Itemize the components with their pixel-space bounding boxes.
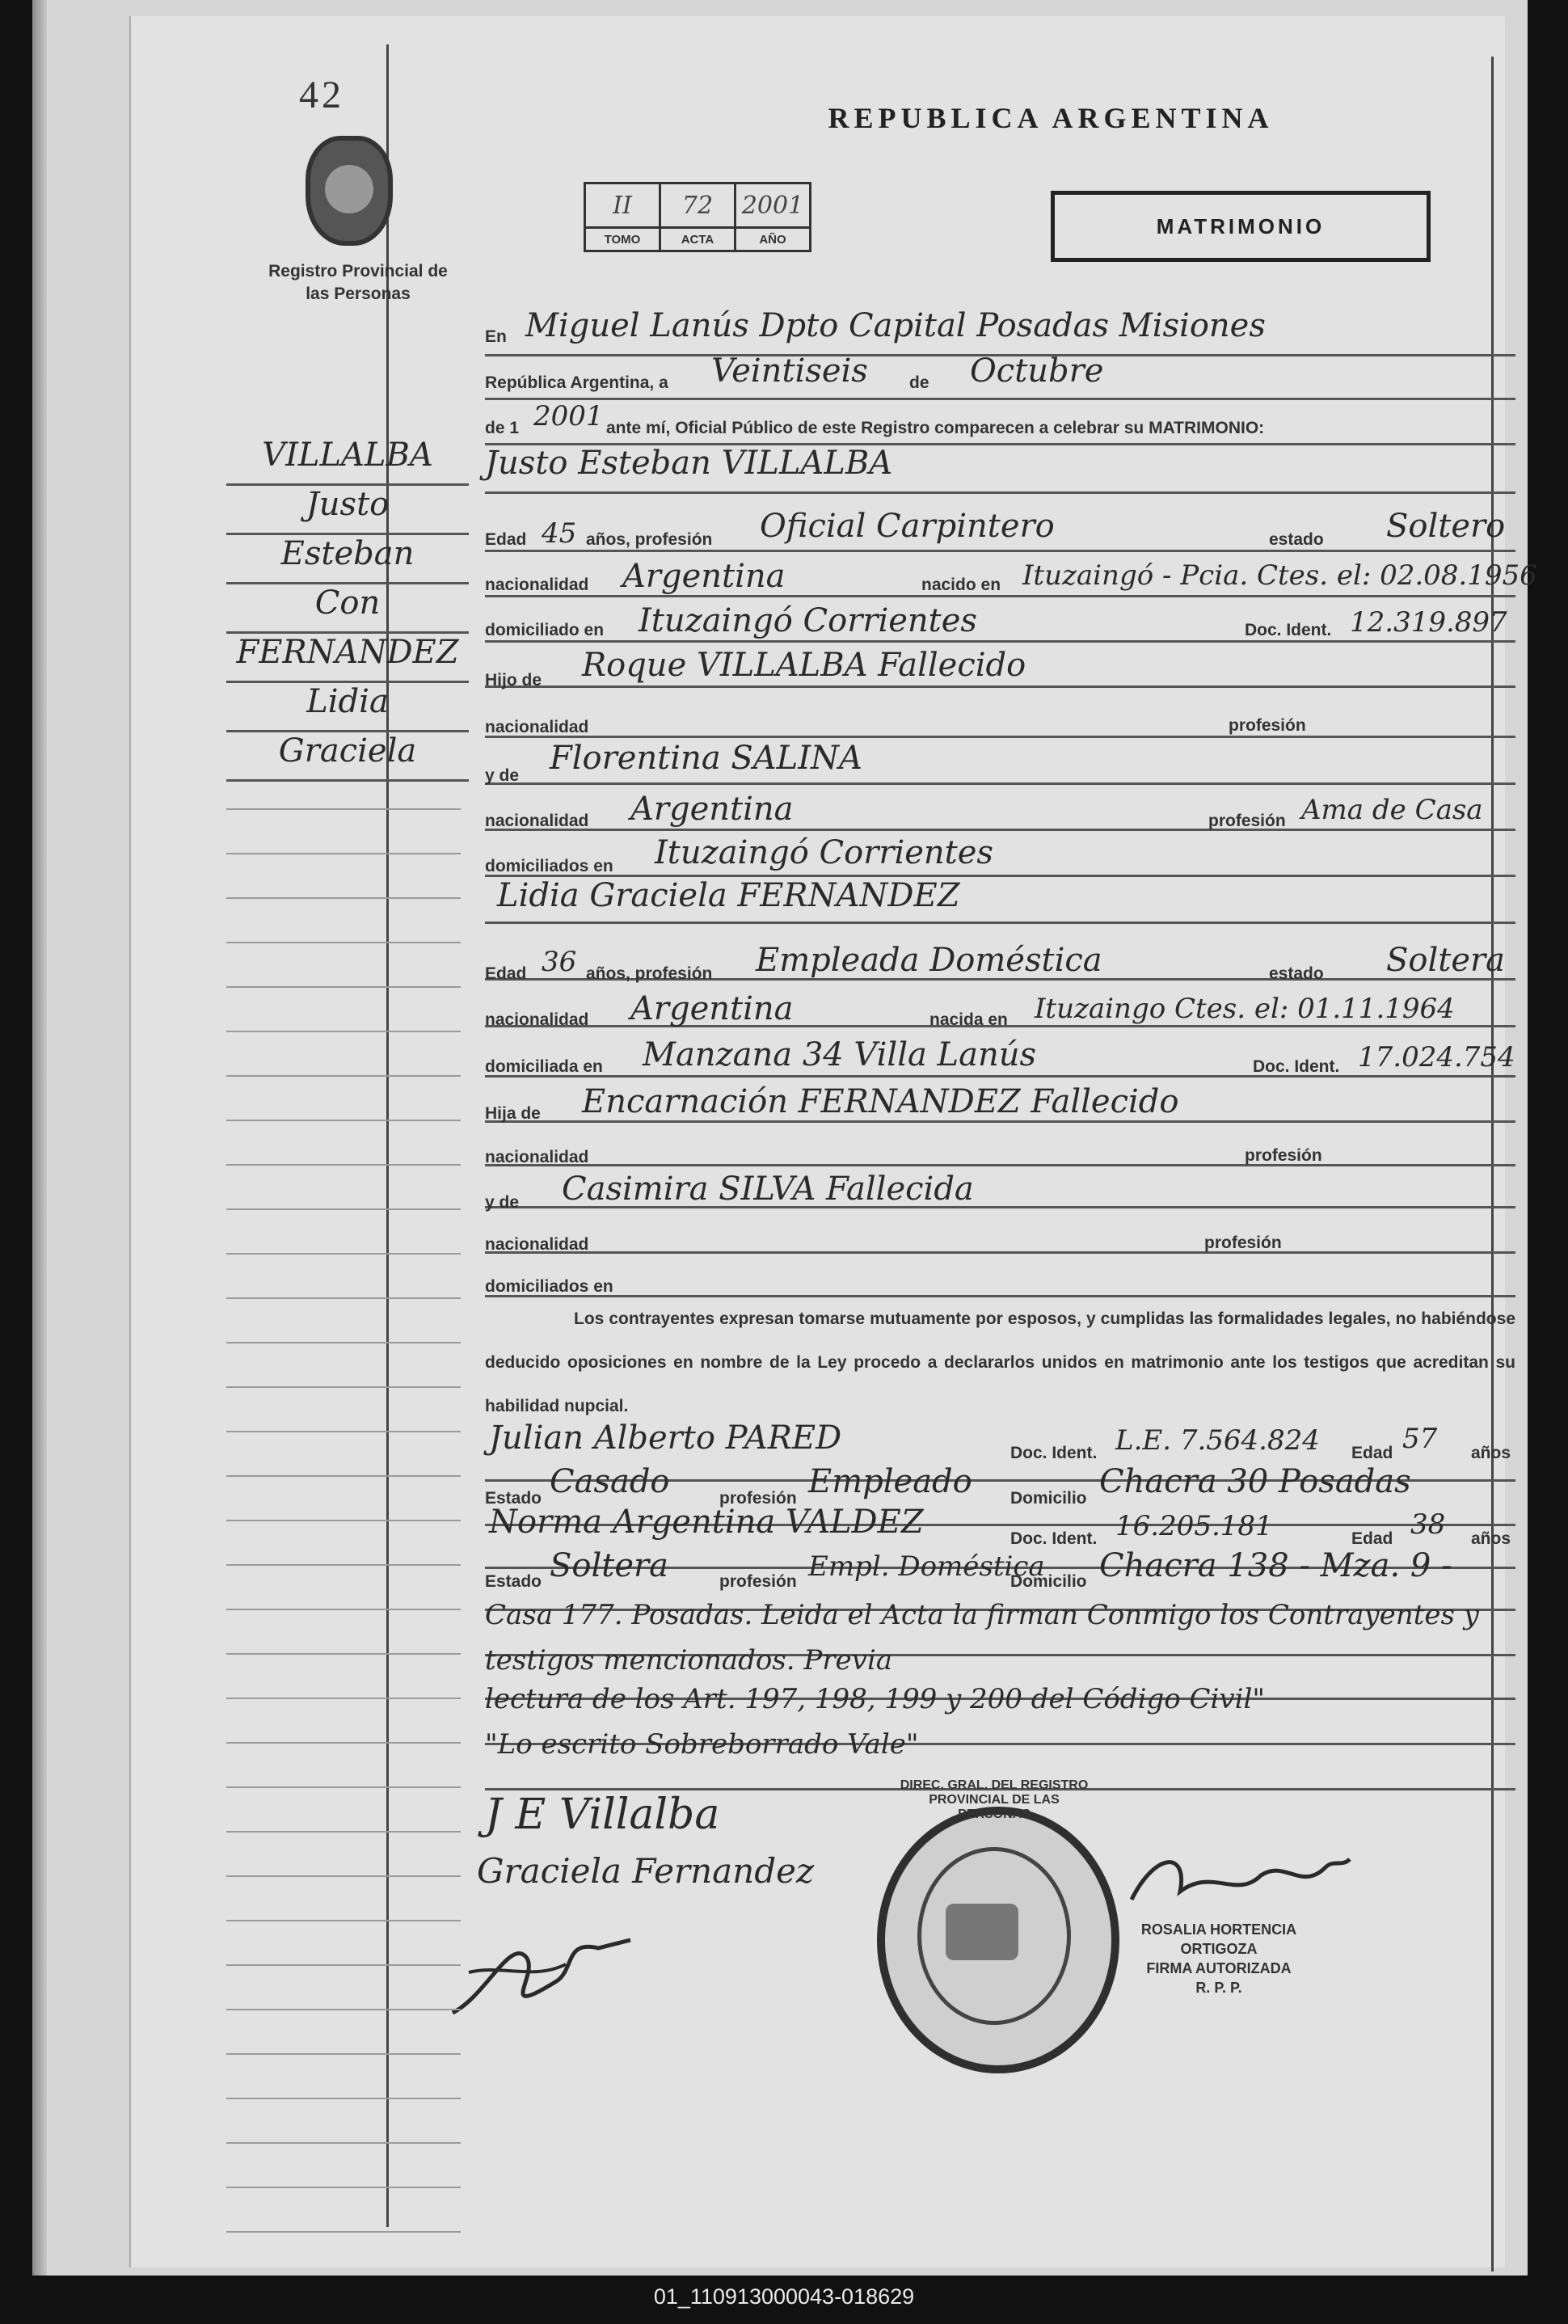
bride-born: Ituzaingo Ctes. el: 01.11.1964 xyxy=(1035,993,1455,1025)
witness1-profession: Empleado xyxy=(808,1463,972,1500)
groom-domicile: Ituzaingó Corrientes xyxy=(639,602,977,639)
bride-state: Soltera xyxy=(1386,942,1505,979)
margin-rule xyxy=(226,1253,461,1255)
bride-born-label: nacida en xyxy=(929,1010,1008,1029)
groom-dom-label: domiciliado en xyxy=(485,621,605,639)
margin-rule xyxy=(226,853,461,854)
margin-rule xyxy=(226,1164,461,1166)
margin-note-line: FERNANDEZ xyxy=(226,634,469,683)
bride-father-nat-label: nacionalidad xyxy=(485,1148,589,1166)
year-label: de 1 xyxy=(485,419,520,437)
margin-note-line: Esteban xyxy=(226,535,469,584)
bride-father-label: Hija de xyxy=(485,1104,541,1123)
groom-mother-nat-label: nacionalidad xyxy=(485,812,589,830)
record-id-box xyxy=(584,182,811,252)
margin-rule xyxy=(226,1120,461,1121)
witness1-age-unit: años xyxy=(1471,1444,1511,1462)
margin-note xyxy=(226,437,469,782)
margin-rule xyxy=(226,942,461,943)
margin-rule xyxy=(226,1609,461,1610)
anio-label: AÑO xyxy=(736,228,811,251)
margin-note-line: Justo xyxy=(226,486,469,535)
margin-rule xyxy=(226,1564,461,1566)
bride-age-label: Edad xyxy=(485,964,527,983)
margin-rule xyxy=(226,1297,461,1299)
margin-rule xyxy=(226,2053,461,2055)
row-line xyxy=(485,1263,1515,1297)
witness2-state-label: Estado xyxy=(485,1572,542,1591)
groom-mother-label: y de xyxy=(485,766,520,785)
witness-signature-icon xyxy=(436,1908,647,2037)
closing-line: "Lo escrito Sobreborrado Vale" xyxy=(485,1728,919,1761)
witness2-age-unit: años xyxy=(1471,1529,1511,1548)
page-number: 42 xyxy=(299,74,344,116)
en-label: En xyxy=(485,327,507,346)
groom-prof-label: años, profesión xyxy=(586,530,713,549)
acta-label: ACTA xyxy=(660,228,736,251)
declaration-text: Los contrayentes expresan tomarse mutuamente por esposos, y cumplidas las formalidades legales, no habiéndose deducido oposiciones en nombre de la Ley procedo a declararlos unidos en matrimonio ante los testigos que acreditan su habilidad nupcial. xyxy=(485,1310,1515,1415)
stamp-emblem-icon xyxy=(946,1904,1018,1960)
row-line xyxy=(485,842,1515,877)
margin-rule xyxy=(226,1831,461,1833)
margin-note-line: Graciela xyxy=(226,732,469,782)
margin-rule xyxy=(226,1475,461,1477)
margin-rule xyxy=(226,2231,461,2233)
groom-age-label: Edad xyxy=(485,530,527,549)
groom-name: Justo Esteban VILLALBA xyxy=(485,445,893,482)
margin-note-line: Lidia xyxy=(226,683,469,732)
bride-mother-nat-label: nacionalidad xyxy=(485,1235,589,1254)
margin-rule xyxy=(226,986,461,988)
groom-mother-prof: Ama de Casa xyxy=(1301,794,1483,826)
bride-domicile: Manzana 34 Villa Lanús xyxy=(643,1036,1037,1073)
witness2-domicile: Chacra 138 - Mza. 9 - xyxy=(1099,1547,1452,1584)
witness1-prof-label: profesión xyxy=(719,1489,797,1508)
margin-rule xyxy=(226,1075,461,1077)
groom-mother: Florentina SALINA xyxy=(550,740,862,777)
margin-rule xyxy=(226,1342,461,1343)
row-line xyxy=(485,1132,1515,1166)
bride-prof-label: años, profesión xyxy=(586,964,713,983)
margin-rule xyxy=(226,1742,461,1744)
witness2-dom-label: Domicilio xyxy=(1010,1572,1087,1591)
official-org: R. P. P. xyxy=(1195,1980,1242,1996)
margin-rule xyxy=(226,2142,461,2144)
margin-note-line: VILLALBA xyxy=(226,437,469,486)
month-value: Octubre xyxy=(970,352,1104,390)
margin-rule xyxy=(226,2187,461,2188)
stamp-text: DIREC. GRAL. DEL REGISTRO PROVINCIAL DE LAS PERSONAS xyxy=(900,1778,1089,1821)
official-name: ROSALIA HORTENCIA ORTIGOZA xyxy=(1140,1921,1297,1957)
margin-rule xyxy=(226,897,461,899)
bride-father: Encarnación FERNANDEZ Fallecido xyxy=(582,1083,1179,1120)
country-title: REPUBLICA ARGENTINA xyxy=(828,102,1274,134)
groom-nat-label: nacionalidad xyxy=(485,576,589,594)
signature-bride: Graciela Fernandez xyxy=(477,1851,815,1891)
closing-line: Casa 177. Posadas. Leida el Acta la firman Conmigo los Contrayentes y testigos mencionados. Previa xyxy=(485,1599,1479,1677)
margin-rule xyxy=(226,1386,461,1388)
official-block xyxy=(1114,1920,1324,1997)
witness1-dom-label: Domicilio xyxy=(1010,1489,1087,1508)
witness1-state-label: Estado xyxy=(485,1489,542,1508)
witness1-domicile: Chacra 30 Posadas xyxy=(1099,1463,1411,1500)
witness2-state: Soltera xyxy=(550,1547,668,1584)
witness2-age-label: Edad xyxy=(1351,1529,1393,1548)
official-title: FIRMA AUTORIZADA xyxy=(1146,1960,1292,1976)
bride-name: Lidia Graciela FERNANDEZ xyxy=(497,877,960,914)
column-divider xyxy=(386,44,389,2227)
signature-groom: J E Villalba xyxy=(485,1790,720,1839)
margin-rule xyxy=(226,1920,461,1921)
margin-rule xyxy=(226,1786,461,1788)
witness1-name: Julian Alberto PARED xyxy=(489,1419,842,1457)
bride-parents-dom-label: domiciliados en xyxy=(485,1277,613,1296)
groom-born-label: nacido en xyxy=(921,576,1001,594)
bride-age: 36 xyxy=(542,946,577,978)
bride-mother-prof-label: profesión xyxy=(1204,1234,1282,1252)
groom-father-prof-label: profesión xyxy=(1229,716,1306,735)
intro-text: ante mí, Oficial Público de este Registro comparecen a celebrar su MATRIMONIO: xyxy=(606,419,1265,437)
closing-line: lectura de los Art. 197, 198, 199 y 200 del Código Civil" xyxy=(485,1683,1265,1715)
anio-value: 2001 xyxy=(736,183,811,228)
witness2-profession: Empl. Doméstica xyxy=(808,1550,1045,1583)
bride-father-prof-label: profesión xyxy=(1245,1146,1322,1165)
tomo-label: TOMO xyxy=(585,228,660,251)
witness1-age-label: Edad xyxy=(1351,1444,1393,1462)
bride-doc: 17.024.754 xyxy=(1358,1041,1515,1073)
bride-mother: Casimira SILVA Fallecida xyxy=(562,1170,974,1208)
margin-rule xyxy=(226,808,461,810)
witness1-age: 57 xyxy=(1402,1423,1438,1455)
margin-rule xyxy=(226,1031,461,1032)
registry-name: Registro Provincial de las Personas xyxy=(268,262,448,303)
bride-mother-label: y de xyxy=(485,1193,520,1212)
year-value: 2001 xyxy=(533,400,604,432)
record-type: MATRIMONIO xyxy=(1051,191,1431,262)
margin-rule xyxy=(226,1208,461,1210)
row-line xyxy=(485,703,1515,738)
margin-rule xyxy=(226,2009,461,2010)
witness2-name: Norma Argentina VALDEZ xyxy=(489,1504,924,1541)
margin-rule xyxy=(226,1875,461,1877)
witness2-doc-label: Doc. Ident. xyxy=(1010,1529,1098,1548)
acta-value: 72 xyxy=(660,183,736,228)
witness1-state: Casado xyxy=(550,1463,670,1500)
republica-label: República Argentina, a xyxy=(485,373,668,392)
margin-rule xyxy=(226,1698,461,1699)
groom-father-label: Hijo de xyxy=(485,671,542,690)
provincial-seal-icon xyxy=(306,136,393,246)
bride-dom-label: domiciliada en xyxy=(485,1057,603,1076)
groom-state: Soltero xyxy=(1386,508,1506,545)
groom-nationality: Argentina xyxy=(622,558,786,595)
bride-nationality: Argentina xyxy=(630,990,794,1027)
margin-rule xyxy=(226,1520,461,1521)
witness2-doc: 16.205.181 xyxy=(1115,1510,1273,1542)
margin-rule xyxy=(226,1653,461,1655)
groom-age: 45 xyxy=(542,517,577,550)
witness2-age: 38 xyxy=(1410,1508,1446,1541)
tomo-value: II xyxy=(585,183,660,228)
official-signature-icon xyxy=(1115,1843,1358,1924)
bride-doc-label: Doc. Ident. xyxy=(1253,1057,1340,1076)
witness1-doc: L.E. 7.564.824 xyxy=(1115,1424,1320,1457)
groom-parents-dom-label: domiciliados en xyxy=(485,857,613,875)
groom-mother-nat: Argentina xyxy=(630,791,794,828)
groom-born: Ituzaingó - Pcia. Ctes. el: 02.08.1956 xyxy=(1022,559,1537,592)
groom-father-nat-label: nacionalidad xyxy=(485,718,589,736)
witness2-prof-label: profesión xyxy=(719,1572,797,1591)
bride-state-label: estado xyxy=(1269,964,1324,983)
groom-doc: 12.319.897 xyxy=(1350,606,1507,639)
witness1-doc-label: Doc. Ident. xyxy=(1010,1444,1098,1462)
bride-profession: Empleada Doméstica xyxy=(756,942,1102,979)
groom-doc-label: Doc. Ident. xyxy=(1245,621,1332,639)
footer-id: 01_110913000043-018629 xyxy=(653,2284,915,2309)
margin-rule xyxy=(226,2098,461,2099)
day-value: Veintiseis xyxy=(711,352,868,390)
groom-parents-dom: Ituzaingó Corrientes xyxy=(655,834,993,871)
de-label: de xyxy=(909,373,929,392)
groom-father: Roque VILLALBA Fallecido xyxy=(582,647,1026,684)
bride-nat-label: nacionalidad xyxy=(485,1010,589,1029)
margin-note-line: Con xyxy=(226,584,469,634)
margin-rule xyxy=(226,1964,461,1966)
place-value: Miguel Lanús Dpto Capital Posadas Misiones xyxy=(525,307,1266,344)
margin-rule xyxy=(226,1431,461,1432)
row-line xyxy=(485,1219,1515,1254)
groom-profession: Oficial Carpintero xyxy=(760,508,1055,545)
groom-state-label: estado xyxy=(1269,530,1324,549)
groom-mother-prof-label: profesión xyxy=(1208,812,1286,830)
